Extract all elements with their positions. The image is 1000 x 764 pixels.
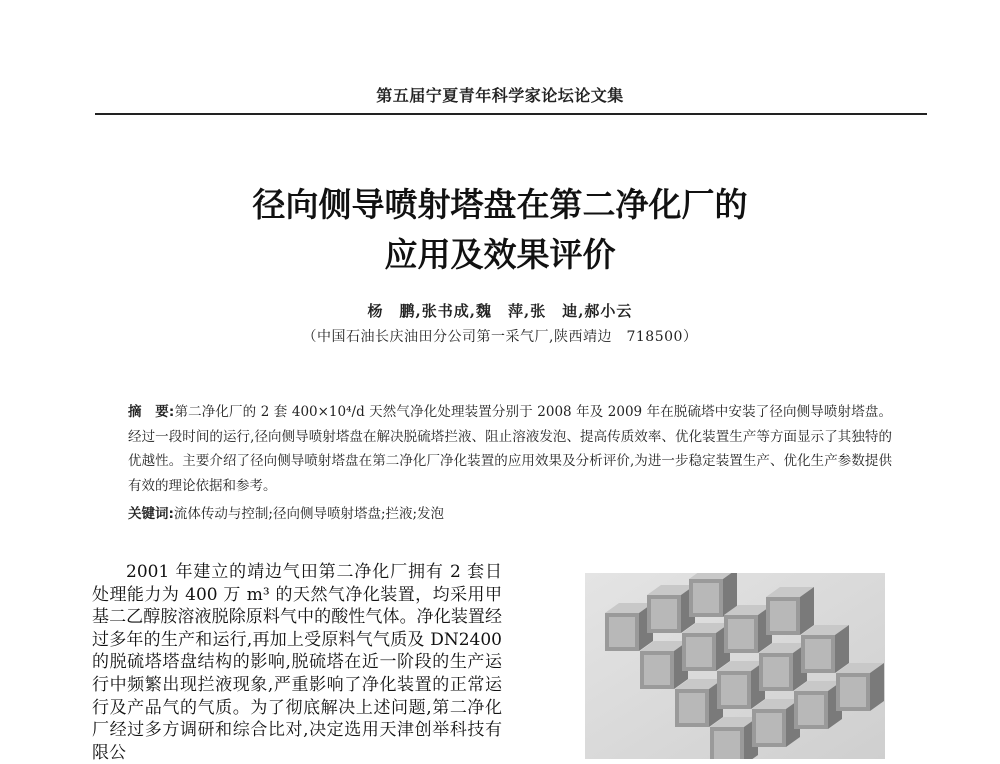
paper-title xyxy=(0,180,1000,280)
title-line-2: 应用及效果评价 xyxy=(384,235,616,274)
nozzle-box xyxy=(689,573,737,617)
tray-figure xyxy=(585,573,885,759)
box-opening xyxy=(840,677,866,707)
abstract-text: 第二净化厂的 2 套 400×10⁴/d 天然气净化处理装置分别于 2008 年及 2009 年在脱硫塔中安装了径向侧导喷射塔盘。经过一段时间的运行,径向侧导喷射塔盘在解决脱硫塔拦液、阻止溶液发泡、提高传质效率、优化装置生产等方面显示了其独特的优越性。主要介绍了径向侧导喷射塔盘在第二净化厂净化装置的应用效果及分析评价,为进一步稳定装置生产、优化生产参数提供有效的理论依据和参考。 xyxy=(128,404,892,494)
body-paragraph: 2001 年建立的靖边气田第二净化厂拥有 2 套日处理能力为 400 万 m³ 的天然气净化装置，均采用甲基二乙醇胺溶液脱除原料气中的酸性气体。净化装置经过多年的生产和运行,再加上受原料气气质及 DN2400 的脱硫塔塔盘结构的影响,脱硫塔在近一阶段的生产运行中频繁出现拦液现象,严重影响了净化装置的正常运行及产品气的气质。为了彻底解决上述问题,第二净化厂经过多方调研和综合比对,决定选用天津创举科技有限公 xyxy=(92,562,502,763)
box-opening xyxy=(756,713,782,743)
nozzle-box xyxy=(759,643,807,691)
abstract xyxy=(128,400,892,498)
abstract-label: 摘 要: xyxy=(128,404,175,420)
nozzle-box xyxy=(647,585,695,633)
nozzle-box xyxy=(724,605,772,653)
nozzle-box xyxy=(605,603,653,651)
header-divider xyxy=(95,113,927,115)
nozzle-box xyxy=(752,699,800,747)
box-opening xyxy=(609,617,635,647)
box-opening xyxy=(763,657,789,687)
title-line-1: 径向侧导喷射塔盘在第二净化厂的 xyxy=(252,185,748,224)
affiliation: （中国石油长庆油田分公司第一采气厂,陕西靖边 718500） xyxy=(302,329,698,345)
box-opening xyxy=(714,731,740,759)
box-opening xyxy=(644,655,670,685)
nozzle-box xyxy=(675,679,723,727)
nozzle-box xyxy=(717,661,765,709)
nozzle-box xyxy=(766,587,814,635)
box-opening xyxy=(721,675,747,705)
box-opening xyxy=(798,695,824,725)
box-opening xyxy=(679,693,705,723)
box-opening xyxy=(728,619,754,649)
box-opening xyxy=(651,599,677,629)
running-header: 第五届宁夏青年科学家论坛论文集 xyxy=(376,86,624,105)
nozzle-box xyxy=(794,681,842,729)
authors: 杨 鹏,张书成,魏 萍,张 迪,郝小云 xyxy=(367,302,633,320)
nozzle-box xyxy=(640,641,688,689)
nozzle-box xyxy=(801,625,849,673)
nozzle-box xyxy=(836,663,884,711)
box-opening xyxy=(686,637,712,667)
box-opening xyxy=(693,583,719,613)
box-opening xyxy=(805,639,831,669)
tray-figure-svg xyxy=(585,573,885,759)
keywords xyxy=(128,503,892,525)
keywords-text: 流体传动与控制;径向侧导喷射塔盘;拦液;发泡 xyxy=(173,506,445,522)
keywords-label: 关键词: xyxy=(128,506,174,522)
nozzle-box xyxy=(710,717,758,759)
nozzle-box xyxy=(682,623,730,671)
box-opening xyxy=(770,601,796,631)
